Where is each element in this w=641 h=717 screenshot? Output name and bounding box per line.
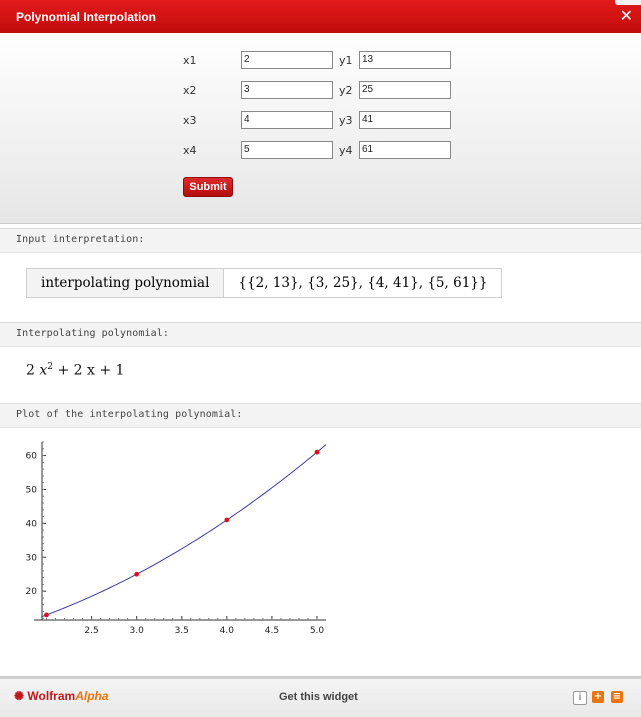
x3-label: x3 [183,114,197,127]
close-icon[interactable]: ✕ [619,6,633,25]
y2-label: y2 [339,84,353,97]
data-point [134,572,139,577]
info-icon[interactable]: i [573,691,587,705]
pod-header-interpolating-polynomial [0,322,641,347]
pod-heading: Interpolating polynomial: [16,328,170,339]
x2-label: x2 [183,84,197,97]
x3-input[interactable]: 4 [241,111,333,129]
data-point [44,613,49,618]
y4-label: y4 [339,144,353,157]
y3-input[interactable]: 41 [359,111,451,129]
poly-exponent: 2 [47,362,54,372]
y3-label: y3 [339,114,353,127]
x-tick-label: 4.0 [219,626,234,636]
y-tick-label: 50 [25,485,37,496]
input-form [0,33,641,224]
data-point [315,450,320,455]
data-point [224,518,229,523]
logo-alpha: Alpha [75,689,109,703]
pod-heading: Input interpretation: [16,234,145,245]
plot-svg [0,430,340,640]
y-tick-label: 30 [25,553,37,564]
y-tick-label: 60 [25,451,37,462]
x-tick-label: 2.5 [84,626,99,636]
poly-var: x [39,362,48,379]
menu-icon[interactable]: ≡ [612,691,622,702]
x1-label: x1 [183,54,197,67]
y-tick-label: 40 [25,519,37,530]
x4-input[interactable]: 5 [241,141,333,159]
footer [0,676,641,717]
x-tick-label: 4.5 [264,626,280,636]
x-tick-label: 5.0 [309,626,325,636]
x1-input[interactable]: 2 [241,51,333,69]
curve-line [42,445,326,617]
input-interpretation-table [26,268,502,298]
logo-wolfram: Wolfram [27,689,76,703]
x-tick-label: 3.0 [129,626,144,636]
x-tick-label: 3.5 [174,626,189,636]
title-bar [0,0,641,33]
poly-rest: + 2 x + 1 [53,362,125,379]
y2-input[interactable]: 25 [359,81,451,99]
y1-label: y1 [339,54,353,67]
x4-label: x4 [183,144,197,157]
plot-axes [26,442,326,636]
poly-coef: 2 [26,362,35,379]
y1-input[interactable]: 13 [359,51,451,69]
x2-input[interactable]: 3 [241,81,333,99]
interpretation-value: {{2, 13}, {3, 25}, {4, 41}, {5, 61}} [224,269,501,297]
submit-button[interactable]: Submit [183,177,233,197]
beta-badge [615,0,641,5]
polynomial-result [26,362,124,379]
pod-header-plot [0,403,641,428]
wolframalpha-logo[interactable]: ✺ WolframAlpha [14,689,109,703]
plot-points-group [44,450,319,618]
plot-curve-group [42,445,326,617]
y4-input[interactable]: 61 [359,141,451,159]
pod-header-input-interpretation [0,228,641,253]
get-widget-link[interactable]: Get this widget [279,691,358,703]
pod-heading: Plot of the interpolating polynomial: [16,409,243,420]
y-tick-label: 20 [25,587,37,598]
window-title: Polynomial Interpolation [16,10,157,24]
interpretation-label: interpolating polynomial [27,269,224,297]
plus-icon[interactable]: + [593,691,603,702]
